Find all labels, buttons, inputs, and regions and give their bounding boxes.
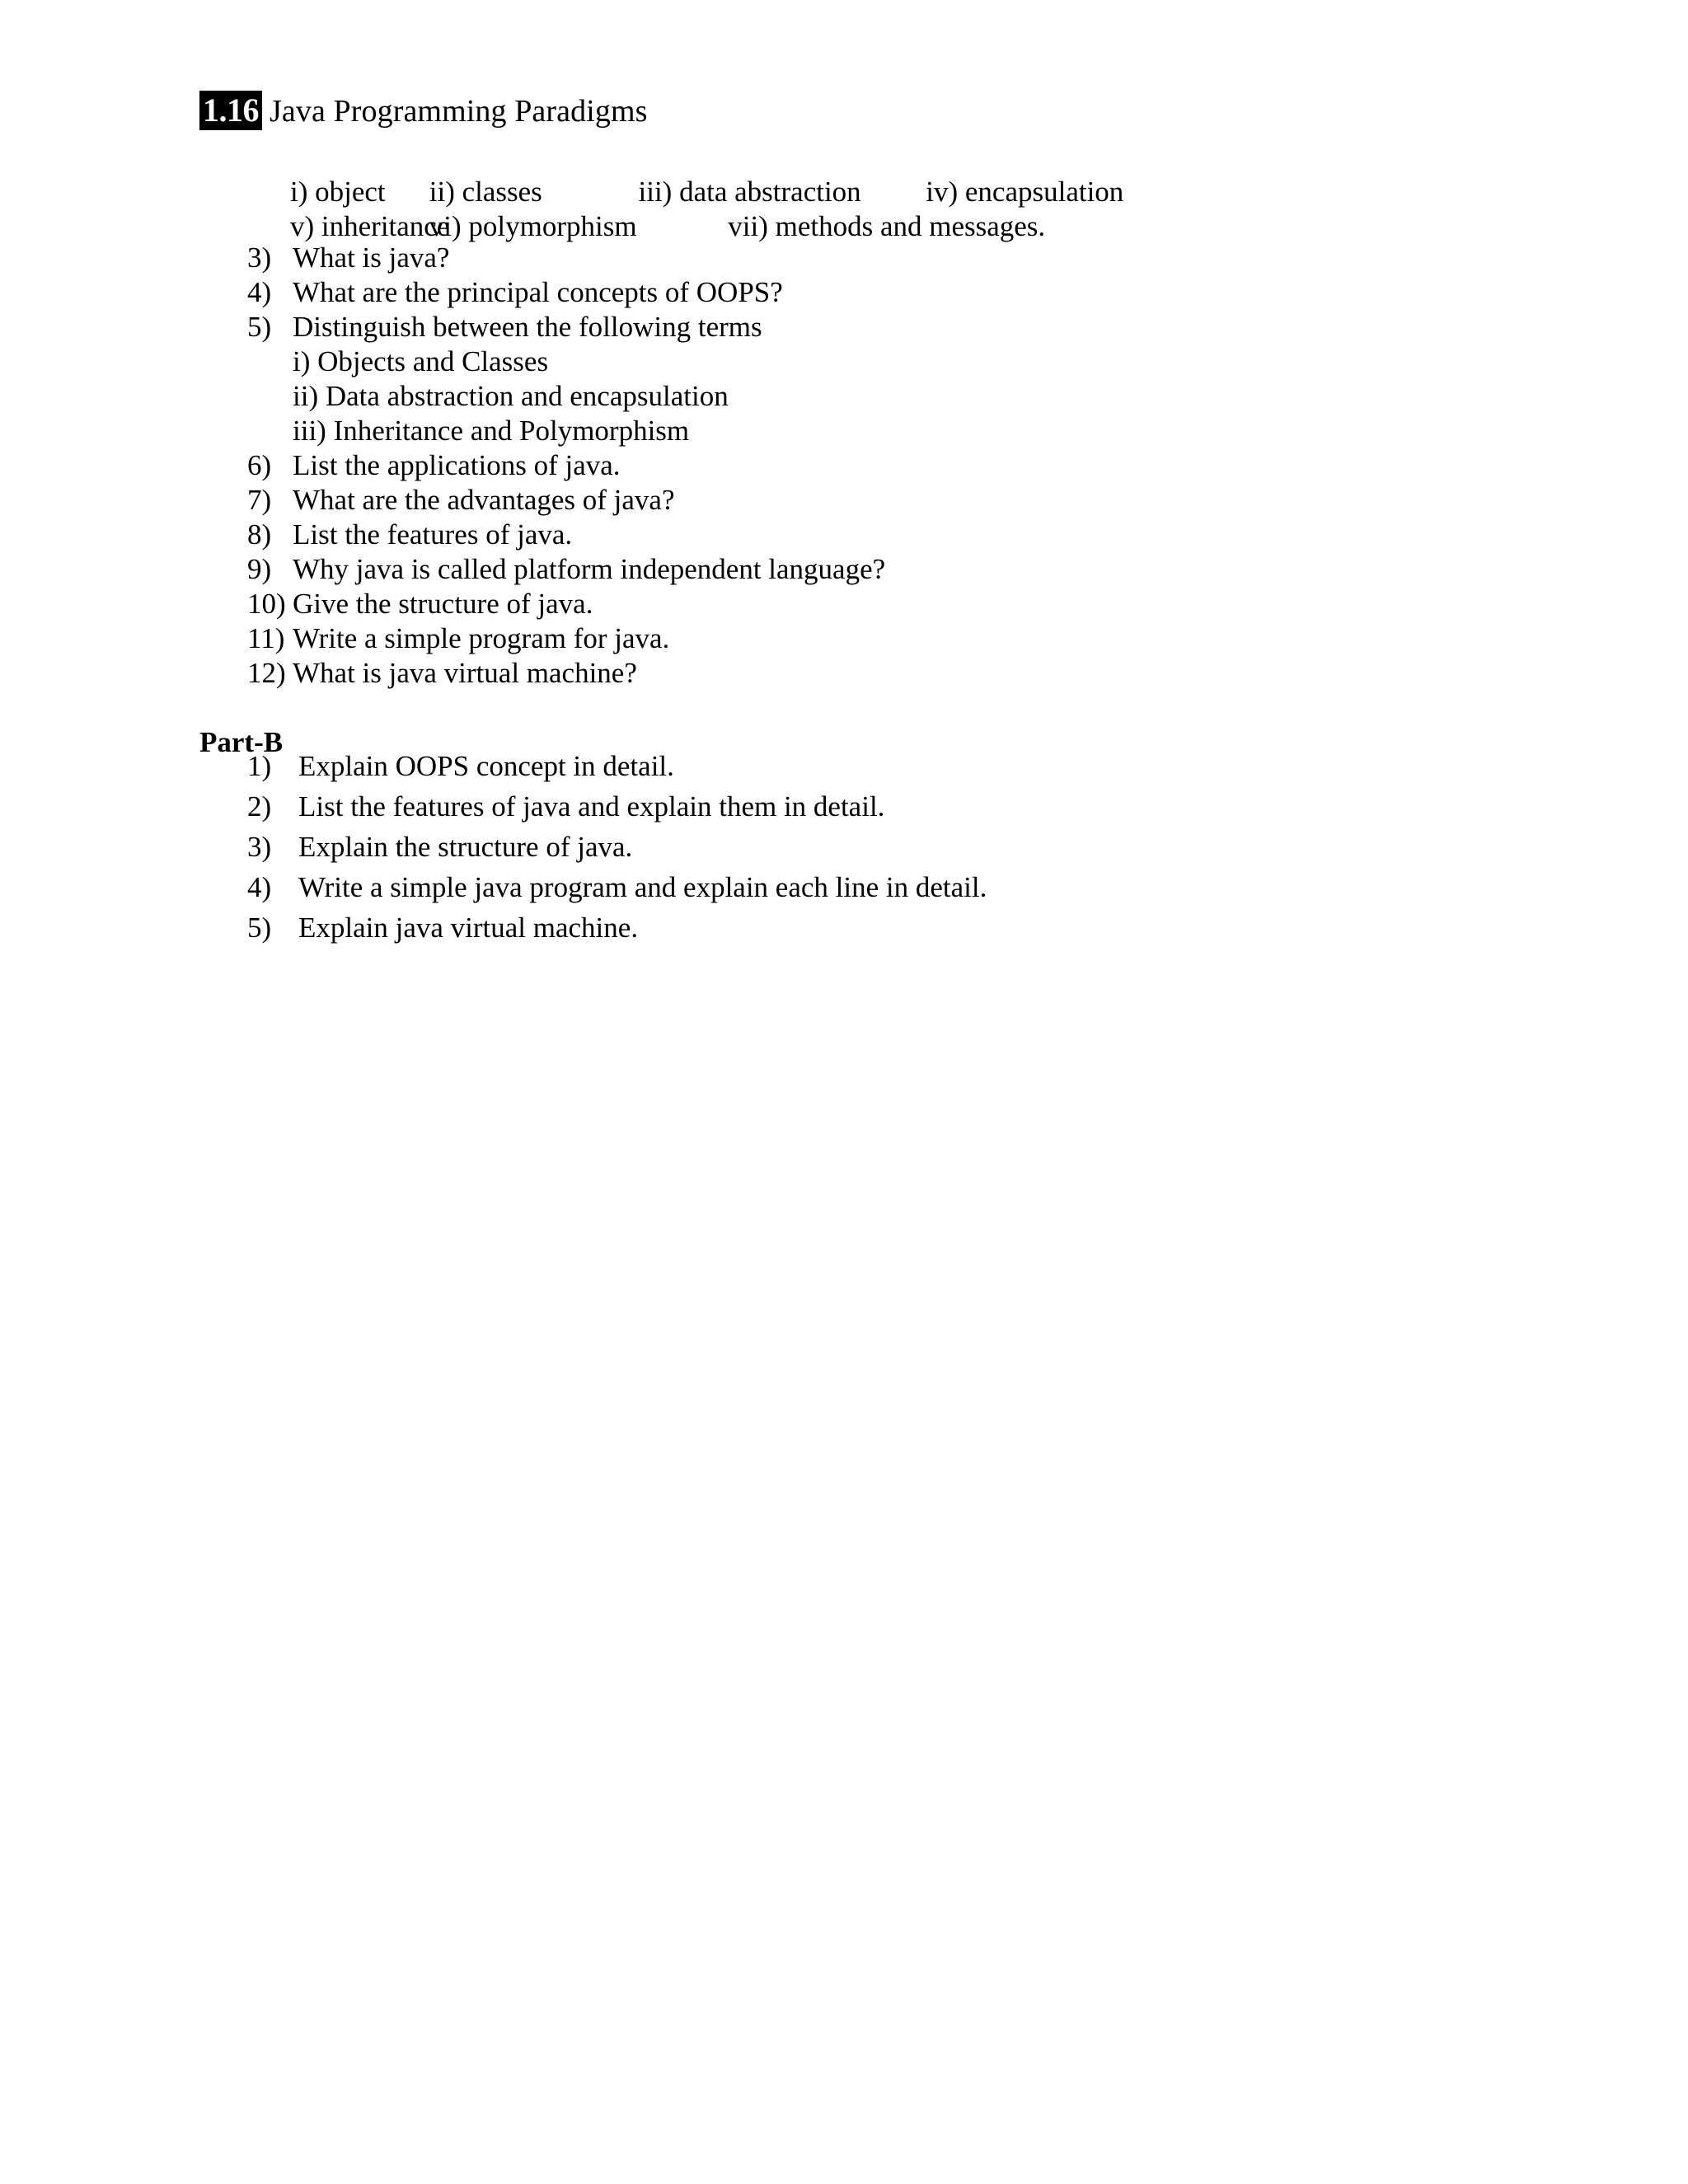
list-item [247,310,885,344]
list-item-label: List the applications of java. [293,449,621,481]
concept-item-vii: vii) methods and messages. [728,210,1046,242]
sub-list-item-label: iii) Inheritance and Polymorphism [293,415,690,447]
list-item [247,746,987,786]
list-item [247,552,885,587]
concept-item-i: i) object [290,176,386,208]
part-b-question-list [247,746,987,948]
oops-concepts-list [290,175,1123,244]
sub-list-item [247,379,885,414]
list-item [247,518,885,552]
section-number-badge: 1.16 [199,91,262,130]
list-item [247,241,885,275]
list-item-marker: 10) [247,588,286,620]
list-item-marker: 4) [247,871,272,903]
list-item-label: What are the advantages of java? [293,484,675,516]
list-item [247,827,987,867]
list-item [247,621,885,656]
sub-list-item-label: ii) Data abstraction and encapsulation [293,380,729,412]
concept-item-ii: ii) classes [429,176,542,208]
part-b-heading: Part-B [199,726,284,758]
list-item-marker: 12) [247,657,286,689]
list-item-label: Explain java virtual machine. [298,912,639,944]
concept-item-vi: vi) polymorphism [429,210,637,242]
list-item-marker: 11) [247,622,285,654]
list-item-marker: 8) [247,518,272,551]
list-item-label: List the features of java and explain them in detail. [298,790,885,823]
list-item [247,907,987,948]
list-item-label: Explain OOPS concept in detail. [298,750,674,782]
sub-list-item [247,414,885,448]
page-title: Java Programming Paradigms [270,94,648,129]
list-item [247,483,885,518]
list-item [247,867,987,907]
list-item [247,587,885,621]
list-item-label: Give the structure of java. [293,588,593,620]
list-item-label: Write a simple java program and explain each line in detail. [298,871,987,903]
list-item-label: Distinguish between the following terms [293,311,762,343]
list-item-marker: 5) [247,912,272,944]
list-item-marker: 3) [247,241,272,274]
list-item-label: Why java is called platform independent language? [293,553,886,585]
list-item-label: What is java? [293,241,450,274]
list-item-label: Write a simple program for java. [293,622,670,654]
list-item-marker: 4) [247,276,272,308]
list-item-label: Explain the structure of java. [298,831,633,863]
part-a-question-list [247,241,885,691]
concepts-row [290,175,1123,209]
list-item-label: List the features of java. [293,518,573,551]
sub-list-item-label: i) Objects and Classes [293,345,549,377]
list-item-marker: 1) [247,750,272,782]
concept-item-iii: iii) data abstraction [638,176,861,208]
list-item-marker: 2) [247,790,272,823]
list-item [247,448,885,483]
list-item-marker: 6) [247,449,272,481]
list-item-marker: 5) [247,311,272,343]
list-item-label: What are the principal concepts of OOPS? [293,276,783,308]
list-item-marker: 3) [247,831,272,863]
list-item-marker: 9) [247,553,272,585]
concept-item-v: v) inheritance [290,210,450,242]
list-item [247,786,987,827]
list-item-label: What is java virtual machine? [293,657,637,689]
list-item [247,275,885,310]
concept-item-iv: iv) encapsulation [926,176,1124,208]
sub-list-item [247,344,885,379]
page-header [199,91,648,131]
list-item-marker: 7) [247,484,272,516]
concepts-row [290,209,1123,244]
list-item [247,656,885,691]
